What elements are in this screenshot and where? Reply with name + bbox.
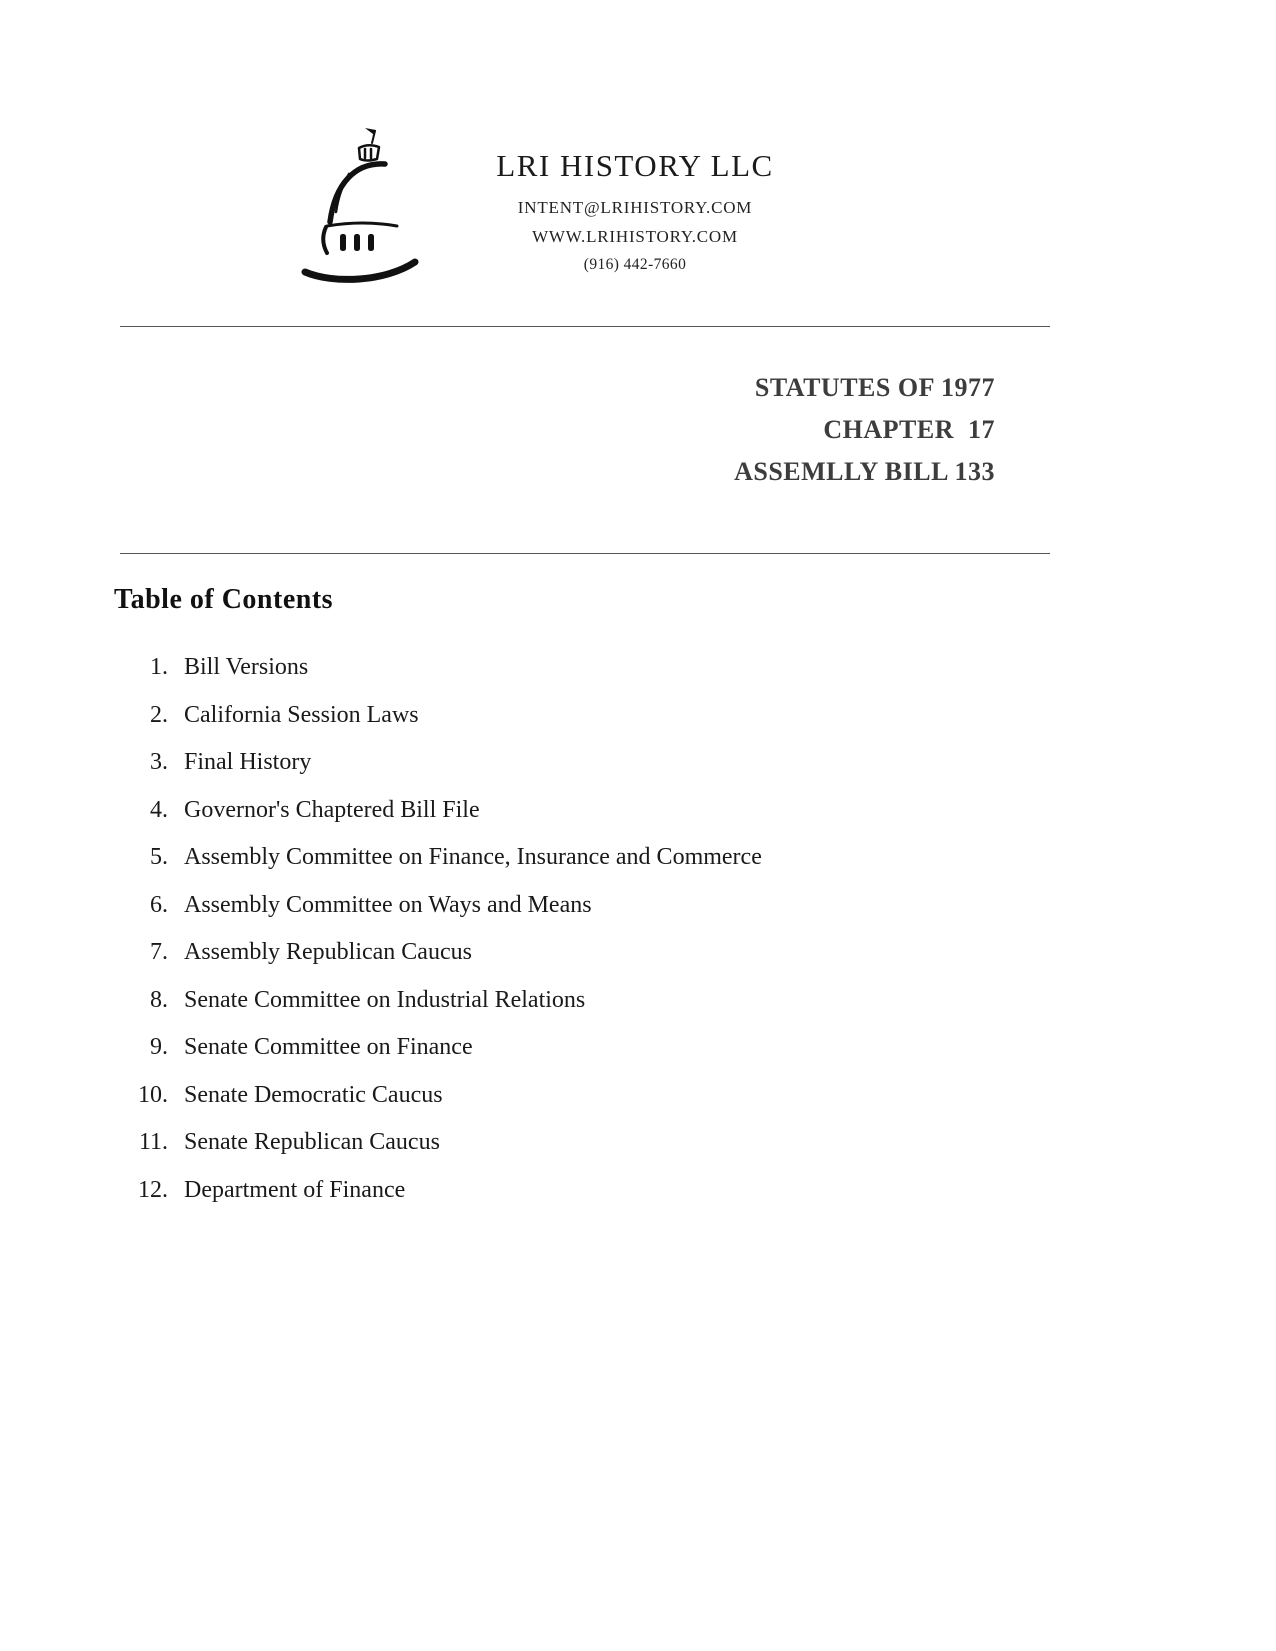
toc-item-label: Senate Committee on Finance	[184, 1034, 473, 1060]
company-name: LRI HISTORY LLC	[496, 148, 774, 183]
assembly-bill-line: ASSEMLLY BILL 133	[734, 457, 995, 486]
toc-item-number: 4.	[150, 796, 168, 823]
toc-item-label: Senate Committee on Industrial Relations	[184, 986, 586, 1013]
capitol-dome-icon	[293, 126, 443, 286]
toc-heading: Table of Contents	[114, 584, 334, 615]
title-block	[120, 335, 995, 509]
toc-item-label: Senate Democratic Caucus	[184, 1081, 443, 1108]
toc-item	[112, 939, 1276, 987]
toc-item-number: 8.	[150, 986, 168, 1013]
toc-item	[112, 1034, 1276, 1082]
divider-bottom	[120, 553, 1050, 554]
toc-item	[112, 987, 1276, 1035]
letterhead-text	[485, 126, 785, 283]
toc-item	[112, 844, 1276, 892]
toc-item-label: Assembly Republican Caucus	[184, 939, 472, 965]
toc-item-label: Assembly Committee on Finance, Insurance and Commerce	[184, 844, 762, 870]
capitol-logo	[293, 126, 443, 286]
toc-item-label: Assembly Committee on Ways and Means	[184, 891, 592, 918]
toc-item-label: California Session Laws	[184, 701, 419, 728]
toc-item-label: Senate Republican Caucus	[184, 1129, 440, 1155]
toc-item-number: 7.	[150, 939, 168, 965]
toc-item-number: 2.	[150, 701, 168, 728]
toc-item-number: 11.	[138, 1129, 168, 1155]
toc-item	[112, 1129, 1276, 1177]
toc-item-number: 10.	[138, 1081, 168, 1108]
toc-item-label: Final History	[184, 749, 312, 775]
toc-item-label: Department of Finance	[184, 1176, 406, 1203]
toc-item	[112, 654, 1276, 702]
toc-item	[112, 702, 1276, 750]
toc-item-number: 6.	[150, 891, 168, 918]
toc-item	[112, 1177, 1276, 1225]
letterhead	[0, 0, 1276, 286]
toc-item-label: Governor's Chaptered Bill File	[184, 796, 480, 823]
toc-item	[112, 892, 1276, 940]
toc-item-number: 3.	[150, 749, 168, 775]
phone-text: (916) 442-7660	[583, 256, 687, 273]
website-text: WWW.LRIHISTORY.COM	[532, 227, 738, 246]
toc-item	[112, 1082, 1276, 1130]
toc-item-label: Bill Versions	[184, 654, 309, 680]
toc-item	[112, 797, 1276, 845]
toc-item	[112, 749, 1276, 797]
toc-item-number: 9.	[150, 1034, 168, 1060]
toc-list	[112, 654, 1276, 1224]
chapter-line: CHAPTER 17	[823, 415, 995, 444]
toc-item-number: 12.	[138, 1176, 168, 1203]
divider-top	[120, 326, 1050, 327]
toc-item-number: 1.	[150, 654, 168, 680]
toc-item-number: 5.	[150, 844, 168, 870]
statutes-line: STATUTES OF 1977	[754, 373, 995, 402]
email-text: INTENT@LRIHISTORY.COM	[517, 198, 753, 217]
